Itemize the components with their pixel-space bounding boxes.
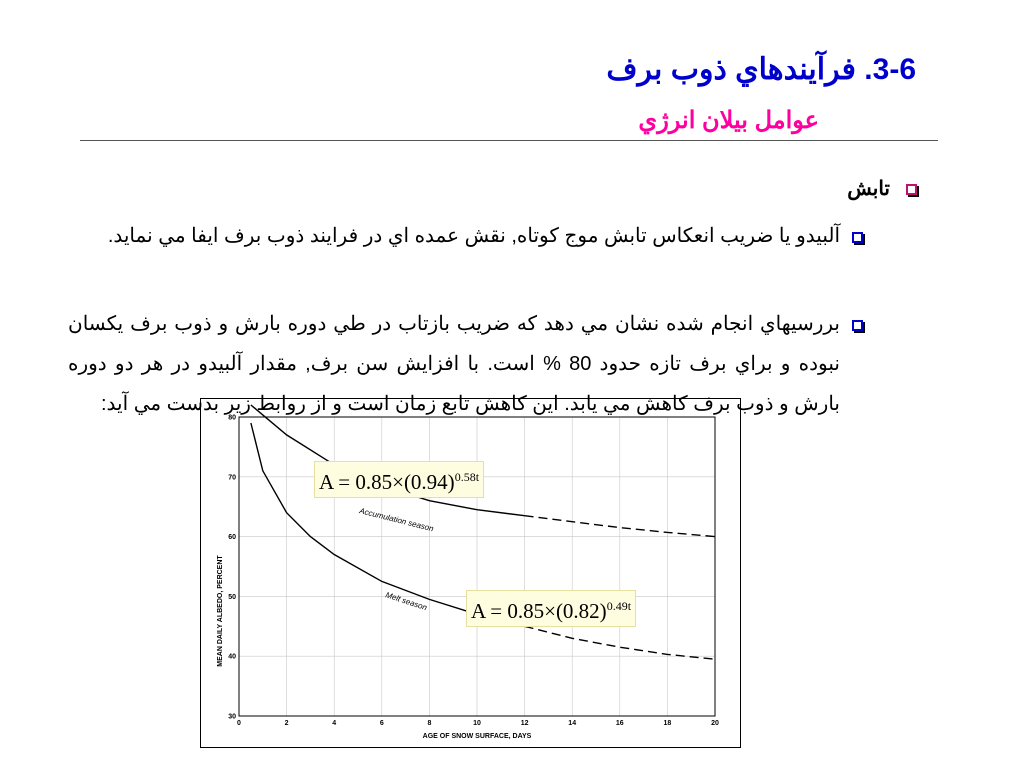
y-tick-label: 30: [228, 713, 236, 721]
x-tick-label: 6: [379, 720, 384, 727]
formula-accumulation-base: A = 0.85×(0.94): [319, 470, 455, 494]
albedo-chart-figure: [200, 398, 741, 748]
bullet-square-icon: [852, 320, 863, 331]
title-divider: [80, 140, 938, 141]
paragraph-albedo: آلبيدو يا ضريب انعكاس تابش موج كوتاه, نقش عمده اي در فرايند ذوب برف ايفا مي نمايد.: [107, 225, 840, 247]
formula-melt-exponent: 0.49t: [606, 599, 632, 613]
formula-accumulation-exponent: 0.58t: [454, 470, 480, 484]
y-tick-label: 50: [228, 593, 236, 601]
x-tick-label: 10: [473, 720, 481, 727]
x-tick-label: 14: [568, 720, 577, 727]
x-axis-label: AGE OF SNOW SURFACE, DAYS: [422, 733, 532, 740]
x-tick-label: 8: [427, 720, 432, 727]
y-tick-label: 40: [228, 653, 236, 661]
section-heading: تابش: [847, 178, 890, 200]
x-tick-label: 12: [520, 720, 529, 727]
albedo-chart: [201, 399, 742, 749]
bullet-square-icon: [852, 232, 863, 243]
x-tick-label: 0: [237, 720, 241, 727]
y-tick-label: 80: [228, 414, 236, 422]
formula-melt-base: A = 0.85×(0.82): [471, 599, 607, 623]
x-tick-label: 18: [663, 720, 672, 727]
x-tick-label: 4: [332, 720, 337, 727]
bullet-square-icon: [906, 184, 917, 195]
slide-title: 3-6. فرآيندهاي ذوب برف: [606, 53, 916, 86]
x-tick-label: 2: [284, 720, 289, 727]
slide-subtitle: عوامل بيلان انرژي: [638, 107, 819, 134]
y-axis-label: MEAN DAILY ALBEDO, PERCENT: [217, 555, 224, 667]
x-tick-label: 16: [615, 720, 624, 727]
formula-accumulation: [314, 461, 484, 498]
x-tick-label: 20: [711, 720, 719, 727]
paragraph-research: بررسيهاي انجام شده نشان مي دهد كه ضريب بازتاب در طي دوره بارش و ذوب برف يكسان نبوده و براي برف تازه حدود 80 % است. با افزايش سن برف, مقدار آلبيدو در هر دو دوره بارش و ذوب برف كاهش مي يابد. اين كاهش تابع زمان است و از روابط زير بدست مي آيد:: [68, 313, 840, 415]
y-tick-label: 70: [228, 474, 236, 482]
series-label-melt: Melt season: [384, 590, 429, 613]
y-tick-label: 60: [228, 534, 236, 542]
formula-melt: [466, 590, 636, 627]
series-label-accumulation: Accumulation season: [358, 506, 435, 534]
